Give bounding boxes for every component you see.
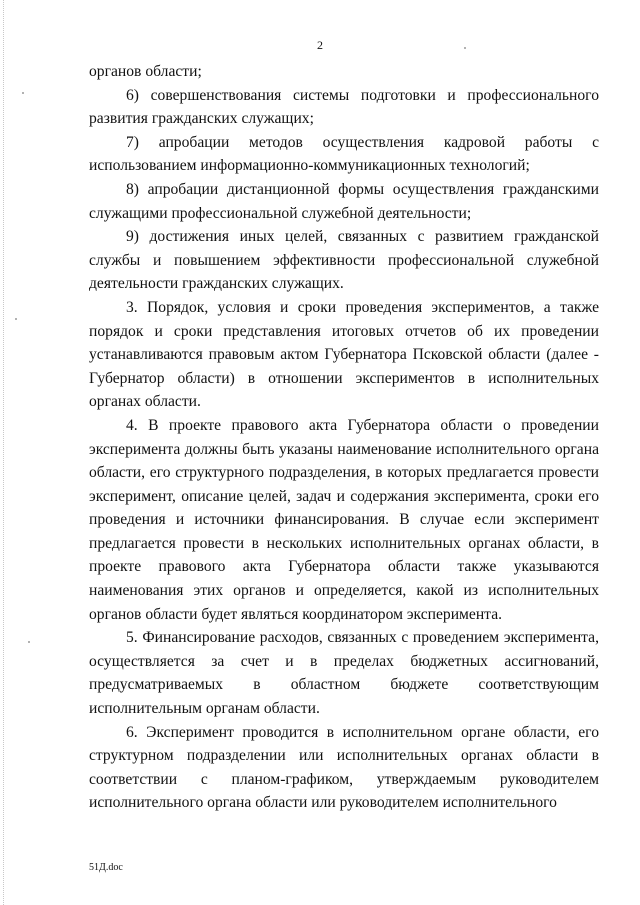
paragraph-item-9: 9) достижения иных целей, связанных с развитием гражданской службы и повышением эффективности профессиональной служебной деятельности гражданских служащих. bbox=[89, 228, 599, 293]
scan-speck bbox=[22, 92, 24, 94]
paragraph-clause-5: 5. Финансирование расходов, связанных с проведением эксперимента, осуществляется за счет и в пределах бюджетных ассигнований, предусматриваемых в областном бюджете соответствующим исполнительным органам области. bbox=[89, 629, 599, 718]
scan-left-edge bbox=[3, 0, 4, 905]
document-body bbox=[89, 60, 599, 815]
footer-file-name: 51Д.doc bbox=[89, 862, 123, 873]
paragraph-continuation: органов области; bbox=[89, 63, 202, 80]
paragraph-clause-6: 6. Эксперимент проводится в исполнительном органе области, его структурном подразделении или исполнительных органах области в соответствии с планом-графиком, утверждаемым руководителем исполнительного органа области или руководителем исполнительного bbox=[89, 723, 599, 812]
page-number: 2 bbox=[317, 38, 323, 52]
paragraph-item-6: 6) совершенствования системы подготовки и профессионального развития гражданских служащих; bbox=[89, 86, 599, 128]
paragraph-item-8: 8) апробации дистанционной формы осуществления гражданскими служащими профессиональной служебной деятельности; bbox=[89, 180, 599, 222]
paragraph-clause-3: 3. Порядок, условия и сроки проведения экспериментов, а также порядок и сроки представления итоговых отчетов об их проведении устанавливаются правовым актом Губернатора Псковской области (далее - Губернатор области) в отношении экспериментов в исполнительных органах области. bbox=[89, 298, 599, 411]
paragraph-item-7: 7) апробации методов осуществления кадровой работы с использованием информационно-коммуникационных технологий; bbox=[89, 133, 599, 175]
scan-speck bbox=[15, 318, 17, 320]
paragraph-clause-4: 4. В проекте правового акта Губернатора области о проведении эксперимента должны быть указаны наименование исполнительного органа области, его структурного подразделения, в которых предлагается провести эксперимент, описание целей, задач и содержания эксперимента, сроки его проведения и источники финансирования. В случае если эксперимент предлагается провести в нескольких исполнительных органах области, в проекте правового акта Губернатора области также указываются наименования этих органов и определяется, какой из исполнительных органов области будет являться координатором эксперимента. bbox=[89, 416, 599, 623]
scan-speck bbox=[28, 641, 30, 643]
